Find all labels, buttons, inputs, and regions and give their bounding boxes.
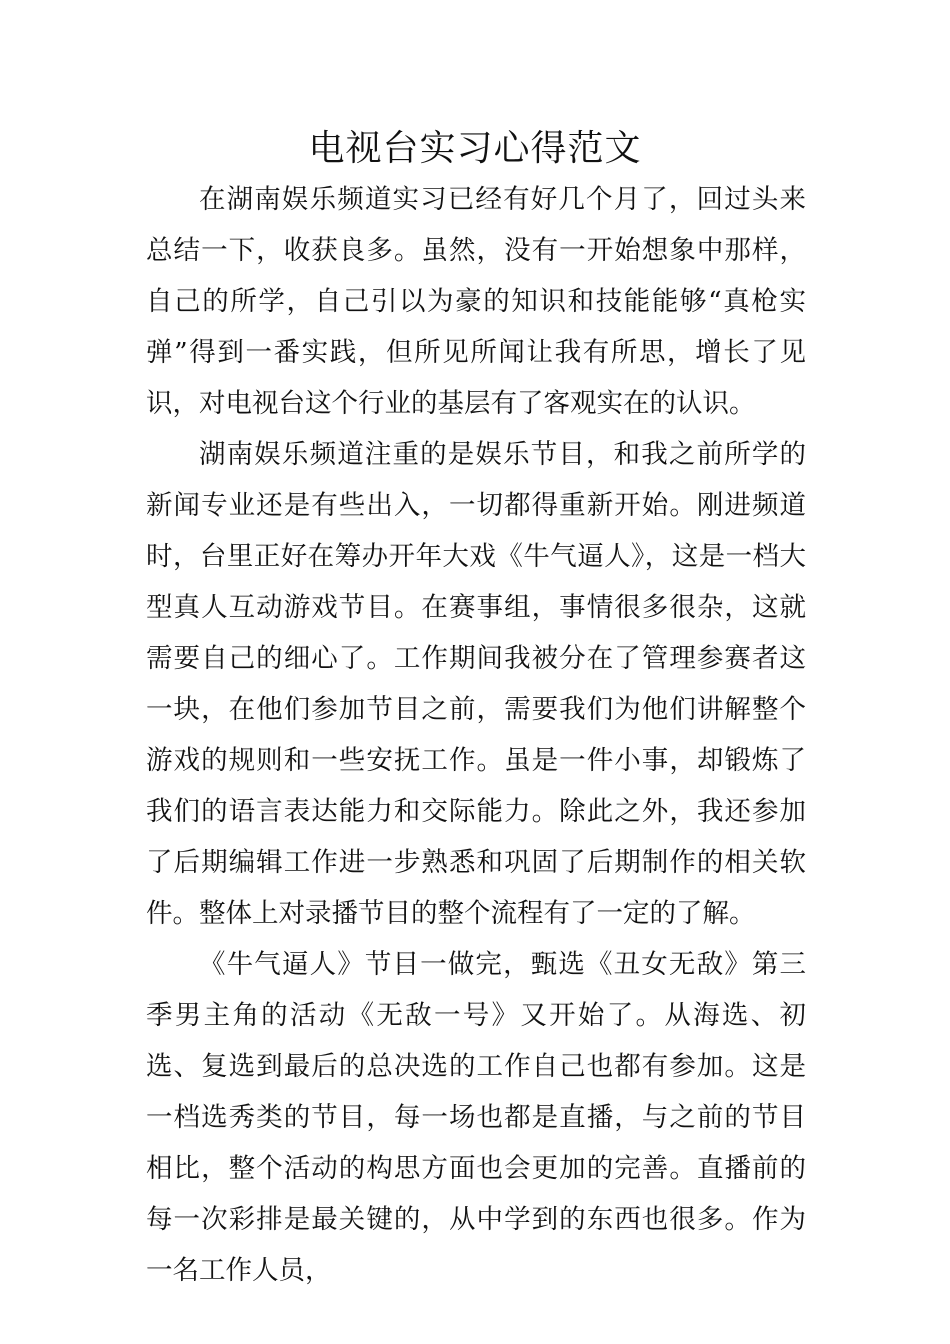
paragraph-2: 湖南娱乐频道注重的是娱乐节目，和我之前所学的新闻专业还是有些出入，一切都得重新开始。刚进频道时，台里正好在筹办开年大戏《牛气逼人》，这是一档大型真人互动游戏节目。在赛事组，事情很多很杂，这就需要自己的细心了。工作期间我被分在了管理参赛者这一块，在他们参加节目之前，需要我们为他们讲解整个游戏的规则和一些安抚工作。虽是一件小事，却锻炼了我们的语言表达能力和交际能力。除此之外，我还参加了后期编辑工作进一步熟悉和巩固了后期制作的相关软件。整体上对录播节目的整个流程有了一定的了解。	[146, 439, 806, 929]
paragraph-3: 《牛气逼人》节目一做完，甄选《丑女无敌》第三季男主角的活动《无敌一号》又开始了。从海选、初选、复选到最后的总决选的工作自己也都有参加。这是一档选秀类的节目，每一场也都是直播，与之前的节目相比，整个活动的构思方面也会更加的完善。直播前的每一次彩排是最关键的，从中学到的东西也很多。作为一名工作人员，	[146, 949, 806, 1286]
document-title: 电视台实习心得范文	[308, 128, 642, 169]
paragraph-1: 在湖南娱乐频道实习已经有好几个月了，回过头来总结一下，收获良多。虽然，没有一开始想象中那样，自己的所学，自己引以为豪的知识和技能能够“真枪实弹”得到一番实践，但所见所闻让我有所思，增长了见识，对电视台这个行业的基层有了客观实在的认识。	[146, 184, 806, 419]
document-body	[146, 174, 806, 1296]
